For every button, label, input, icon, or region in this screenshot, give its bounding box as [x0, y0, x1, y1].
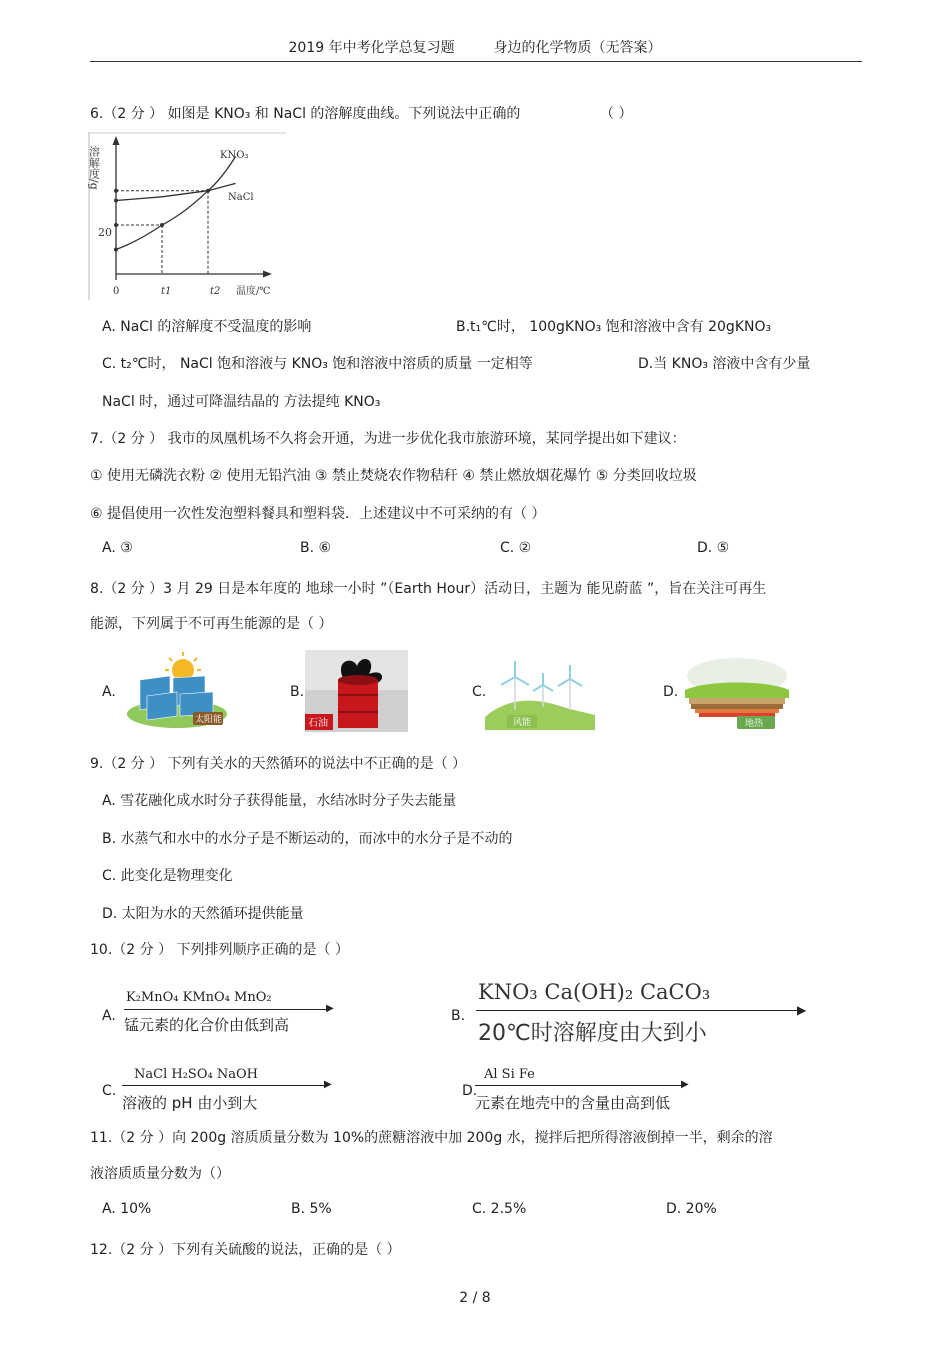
petroleum-label: 石油 [308, 718, 328, 729]
petroleum-image [305, 650, 408, 732]
header-subtitle: 身边的化学物质（无答案） [493, 40, 662, 56]
x-tick-t2: t2 [210, 286, 221, 297]
q7-option-b[interactable]: B. ⑥ [300, 540, 332, 556]
geothermal-label: 地热 [745, 719, 764, 729]
q11-option-c[interactable]: C. 2.5% [472, 1201, 527, 1217]
q8-stem: 8.（2 分 ）3 月 29 日是本年度的 地球一小时 ”（Earth Hour）活动日，主题为 能见蔚蓝 ”，旨在关注可再生 [90, 581, 767, 597]
q10-c-arrowhead: ▶ [324, 1079, 332, 1090]
q10-option-b[interactable]: B. [451, 1008, 466, 1024]
q9-option-d[interactable]: D. 太阳为水的天然循环提供能量 [102, 906, 304, 922]
q8-option-c[interactable]: C. [472, 684, 487, 700]
page-header [0, 37, 950, 57]
q9-option-b[interactable]: B. 水蒸气和水中的水分子是不断运动的，而冰中的水分子是不动的 [102, 831, 513, 847]
q11-option-a[interactable]: A. 10% [102, 1201, 152, 1217]
q10-stem: 10.（2 分 ） 下列排列顺序正确的是（ ） [90, 942, 349, 958]
q7-option-c[interactable]: C. ② [500, 540, 532, 556]
q6-option-d[interactable]: D.当 KNO₃ 溶液中含有少量 [638, 356, 811, 372]
q10-d-criterion: 元素在地壳中的含量由高到低 [475, 1094, 671, 1112]
q10-option-a[interactable]: A. [102, 1008, 116, 1024]
q10-a-compounds: K₂MnO₄ KMnO₄ MnO₂ [126, 990, 272, 1005]
wind-energy-image [485, 655, 595, 730]
q8-stem-cont: 能源，下列属于不可再生能源的是（ ） [90, 616, 333, 632]
q11-stem: 11.（2 分 ）向 200g 溶质质量分数为 10%的蔗糖溶液中加 200g 水，搅拌后把所得溶液倒掉一半，剩余的溶 [90, 1130, 773, 1146]
q11-option-b[interactable]: B. 5% [291, 1201, 332, 1217]
q10-b-compounds: KNO₃ Ca(OH)₂ CaCO₃ [478, 980, 711, 1004]
q10-c-compounds: NaCl H₂SO₄ NaOH [134, 1067, 258, 1082]
series-label-kno3: KNO₃ [220, 150, 249, 161]
y-tick-20: 20 [98, 226, 112, 239]
point-intersection [206, 189, 210, 193]
q7-suggestions: ① 使用无磷洗衣粉 ② 使用无铅汽油 ③ 禁止焚烧农作物秸秆 ④ 禁止燃放烟花爆竹 ⑤ 分类回收垃圾 [90, 468, 697, 484]
q10-option-c[interactable]: C. [102, 1083, 117, 1099]
page-number: 2 / 8 [459, 1290, 491, 1306]
series-label-nacl: NaCl [228, 192, 254, 203]
q8-option-a[interactable]: A. [102, 684, 116, 700]
q10-a-criterion: 锰元素的化合价由低到高 [124, 1016, 290, 1034]
q10-b-criterion: 20℃时溶解度由大到小 [478, 1021, 707, 1046]
q7-stem: 7.（2 分 ） 我市的凤凰机场不久将会开通，为进一步优化我市旅游环境，某同学提出如下建议： [90, 431, 686, 447]
solar-label: 太阳能 [195, 715, 223, 725]
point-nacl-start [114, 199, 118, 203]
q10-c-arrow [122, 1085, 328, 1086]
q10-a-arrowhead: ▶ [326, 1003, 334, 1014]
x-tick-t1: t1 [161, 286, 172, 297]
q10-b-arrowhead: ▶ [797, 1003, 807, 1017]
q11-stem-cont: 液溶质质量分数为（） [90, 1166, 230, 1182]
solar-energy-image [125, 650, 230, 730]
solubility-chart [88, 132, 288, 302]
q9-stem: 9.（2 分 ） 下列有关水的天然循环的说法中不正确的是（ ） [90, 756, 467, 772]
header-rule [90, 61, 862, 62]
q12-stem: 12.（2 分 ）下列有关硫酸的说法，正确的是（ ） [90, 1242, 401, 1258]
q10-option-d[interactable]: D. [462, 1083, 478, 1099]
q7-suggestions-cont: ⑥ 提倡使用一次性发泡塑料餐具和塑料袋．上述建议中不可采纳的有（ ） [90, 506, 546, 522]
y-axis-label: 溶解度/g [88, 146, 101, 190]
q10-c-criterion: 溶液的 pH 由小到大 [122, 1094, 258, 1112]
geothermal-image [677, 652, 797, 730]
header-title: 2019 年中考化学总复习题 [288, 40, 455, 56]
origin-label: 0 [113, 286, 120, 297]
q8-option-d[interactable]: D. [663, 684, 679, 700]
q6-option-b[interactable]: B.t₁℃时， 100gKNO₃ 饱和溶液中含有 20gKNO₃ [456, 319, 772, 335]
q6-option-a[interactable]: A. NaCl 的溶解度不受温度的影响 [102, 319, 312, 335]
point-kno3-start [114, 248, 118, 252]
q10-d-arrowhead: ▶ [681, 1079, 689, 1090]
q7-option-a[interactable]: A. ③ [102, 540, 133, 556]
point-t1 [160, 223, 164, 227]
q10-b-arrow [476, 1010, 801, 1011]
wind-label: 风能 [513, 718, 532, 728]
q9-option-a[interactable]: A. 雪花融化成水时分子获得能量，水结冰时分子失去能量 [102, 793, 457, 809]
q11-option-d[interactable]: D. 20% [666, 1201, 717, 1217]
q6-answer-paren: （ ） [600, 106, 633, 122]
x-axis-label: 温度/℃ [236, 286, 271, 297]
q10-a-arrow [124, 1009, 330, 1010]
q7-option-d[interactable]: D. ⑤ [697, 540, 730, 556]
point-y-intersect [114, 189, 118, 193]
q6-stem: 6.（2 分 ） 如图是 KNO₃ 和 NaCl 的溶解度曲线。下列说法中正确的 [90, 106, 521, 122]
q6-option-c[interactable]: C. t₂℃时， NaCl 饱和溶液与 KNO₃ 饱和溶液中溶质的质量 一定相等 [102, 356, 533, 372]
point-y20 [114, 223, 118, 227]
q10-d-arrow [475, 1085, 685, 1086]
q8-option-b[interactable]: B. [290, 684, 305, 700]
q9-option-c[interactable]: C. 此变化是物理变化 [102, 868, 233, 884]
q6-option-d-cont: NaCl 时，通过可降温结晶的 方法提纯 KNO₃ [102, 394, 381, 410]
q10-d-elements: Al Si Fe [484, 1067, 535, 1082]
